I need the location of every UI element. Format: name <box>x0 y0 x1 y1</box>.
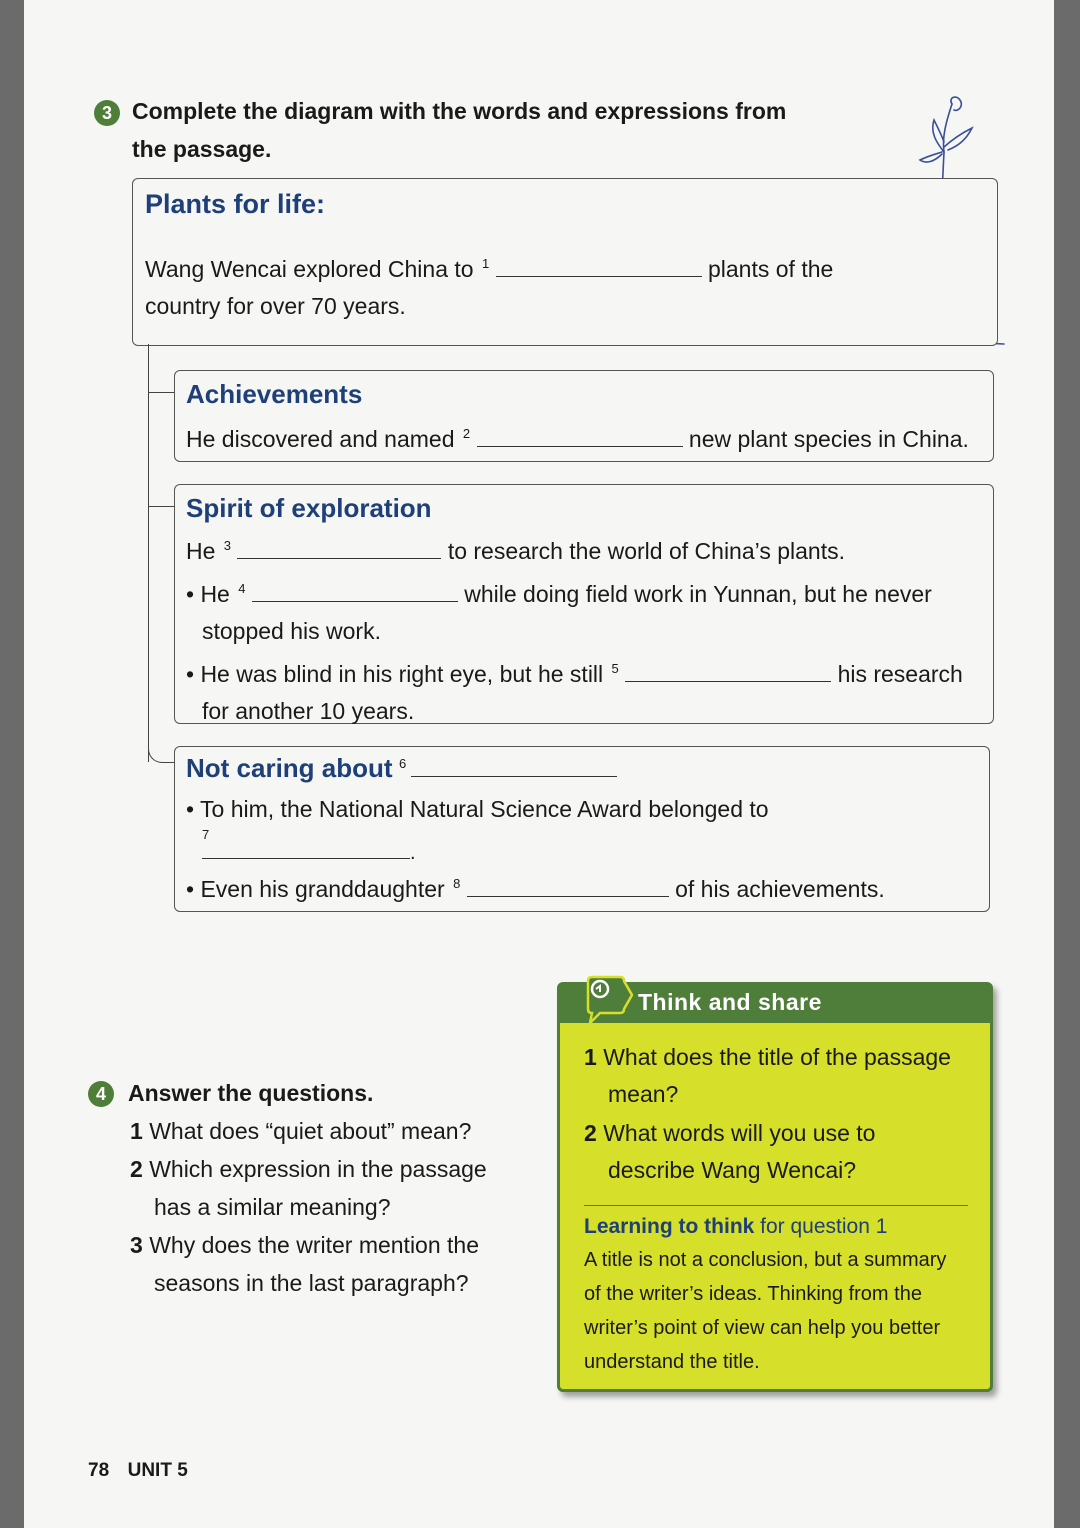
learning-rest: for question 1 <box>754 1215 888 1238</box>
ex4-q3-line-2: seasons in the last paragraph? <box>154 1270 469 1296</box>
spirit-line-1-post: to research the world of China’s plants. <box>447 538 845 564</box>
ex4-q2-line-1: Which expression in the passage <box>149 1156 487 1182</box>
learning-heading <box>584 1211 984 1243</box>
think-q1-line-1: What does the title of the passage <box>603 1044 951 1070</box>
not-caring-title-row <box>186 753 966 784</box>
tree-connector-achievements <box>148 392 174 393</box>
blank-number-5: 5 <box>611 661 619 676</box>
not-caring-blank-7-row <box>202 827 442 865</box>
spirit-bullet-1-cont: stopped his work. <box>202 618 381 644</box>
exercise-4-number: 4 <box>88 1081 114 1107</box>
ex4-q3-number: 3 <box>130 1232 143 1258</box>
learning-bold: Learning to think <box>584 1215 755 1238</box>
exercise-3-instruction <box>132 92 892 168</box>
not-caring-title: Not caring about <box>186 753 393 783</box>
tree-connector-not-caring <box>148 746 175 763</box>
think-divider <box>584 1205 968 1206</box>
unit-label: UNIT 5 <box>127 1460 188 1481</box>
achievements-title: Achievements <box>186 379 363 409</box>
ex4-question-3 <box>130 1226 550 1264</box>
spirit-bullet-1 <box>186 570 986 613</box>
instruction-line-2: the passage. <box>132 136 272 162</box>
spirit-bullet-2-post: his research <box>837 661 963 687</box>
exercise-4-questions <box>130 1112 550 1302</box>
blank-6[interactable] <box>411 754 617 777</box>
think-q1-line-2: mean? <box>608 1081 679 1107</box>
blank-8[interactable] <box>467 876 669 897</box>
blank-7-period: . <box>410 842 416 864</box>
ex4-q3-line-1: Why does the writer mention the <box>149 1232 480 1258</box>
think-and-share-title: Think and share <box>638 989 822 1015</box>
spirit-bullet-2-pre: • He was blind in his right eye, but he still <box>186 661 604 687</box>
ex4-question-1 <box>130 1112 550 1150</box>
plants-for-life-title: Plants for life: <box>145 189 326 219</box>
instruction-line-1: Complete the diagram with the words and expressions from <box>132 98 787 124</box>
think-and-share-panel <box>557 982 993 1392</box>
tip-line-4: understand the title. <box>584 1351 760 1373</box>
blank-number-4: 4 <box>238 581 246 596</box>
blank-3[interactable] <box>237 538 441 559</box>
ex4-q2-number: 2 <box>130 1156 143 1182</box>
learning-to-think <box>584 1211 984 1379</box>
blank-number-3: 3 <box>223 538 232 553</box>
blank-number-8: 8 <box>453 876 461 891</box>
not-caring-bullet-2-pre: • Even his granddaughter <box>186 876 445 902</box>
think-question-2 <box>584 1115 984 1189</box>
speech-bubble-icon <box>580 975 636 1027</box>
spirit-line-1-pre: He <box>186 538 216 564</box>
not-caring-bullet-1: • To him, the National Natural Science Award belonged to <box>186 796 769 822</box>
textbook-page <box>24 0 1054 1528</box>
achievements-line <box>186 415 986 458</box>
blank-number-2: 2 <box>462 426 471 441</box>
tree-connector-spirit <box>148 506 174 507</box>
spirit-bullet-1-post: while doing field work in Yunnan, but he never <box>464 581 932 607</box>
tip-line-1: A title is not a conclusion, but a summary <box>584 1249 947 1271</box>
page-number: 78 <box>88 1460 110 1481</box>
blank-number-6: 6 <box>399 756 407 771</box>
achievements-box <box>174 370 994 462</box>
blank-4[interactable] <box>252 581 458 602</box>
not-caring-bullet-2 <box>186 865 986 908</box>
tip-line-3: writer’s point of view can help you better <box>584 1317 941 1339</box>
ex4-q1-text: What does “quiet about” mean? <box>149 1118 472 1144</box>
exercise-3-number: 3 <box>94 100 120 126</box>
tip-line-2: of the writer’s ideas. Thinking from the <box>584 1283 922 1305</box>
spirit-text <box>186 527 986 730</box>
spirit-title: Spirit of exploration <box>186 493 432 523</box>
blank-number-7: 7 <box>202 827 210 842</box>
ex4-q1-number: 1 <box>130 1118 143 1144</box>
spirit-bullet-1-pre: • He <box>186 581 230 607</box>
blank-7[interactable] <box>202 844 410 859</box>
plants-for-life-text <box>145 245 905 325</box>
ex4-question-2 <box>130 1150 550 1188</box>
not-caring-bullet-2-post: of his achievements. <box>675 876 885 902</box>
achievements-line-pre: He discovered and named <box>186 426 455 452</box>
blank-1[interactable] <box>496 256 702 277</box>
think-q2-line-2: describe Wang Wencai? <box>608 1157 857 1183</box>
think-q2-line-1: What words will you use to <box>603 1120 876 1146</box>
spirit-bullet-2 <box>186 650 986 693</box>
plants-line-2: country for over 70 years. <box>145 293 406 319</box>
tree-connector-vertical <box>148 344 149 762</box>
not-caring-box <box>174 746 990 912</box>
spirit-bullet-2-cont: for another 10 years. <box>202 698 415 724</box>
blank-5[interactable] <box>625 661 831 682</box>
think-q1-number: 1 <box>584 1044 597 1070</box>
plants-line-1-pre: Wang Wencai explored China to <box>145 256 474 282</box>
exercise-4-instruction: Answer the questions. <box>128 1080 374 1106</box>
ex4-q2-line-2: has a similar meaning? <box>154 1194 391 1220</box>
spirit-line-1 <box>186 527 986 570</box>
plants-line-1 <box>145 245 905 288</box>
blank-number-1: 1 <box>481 256 490 271</box>
blank-2[interactable] <box>477 426 683 447</box>
think-q2-number: 2 <box>584 1120 597 1146</box>
achievements-line-post: new plant species in China. <box>688 426 969 452</box>
page-footer <box>88 1460 188 1482</box>
spirit-of-exploration-box <box>174 484 994 724</box>
plants-for-life-box <box>132 178 998 346</box>
plants-line-1-post: plants of the <box>707 256 834 282</box>
think-question-1 <box>584 1039 984 1113</box>
